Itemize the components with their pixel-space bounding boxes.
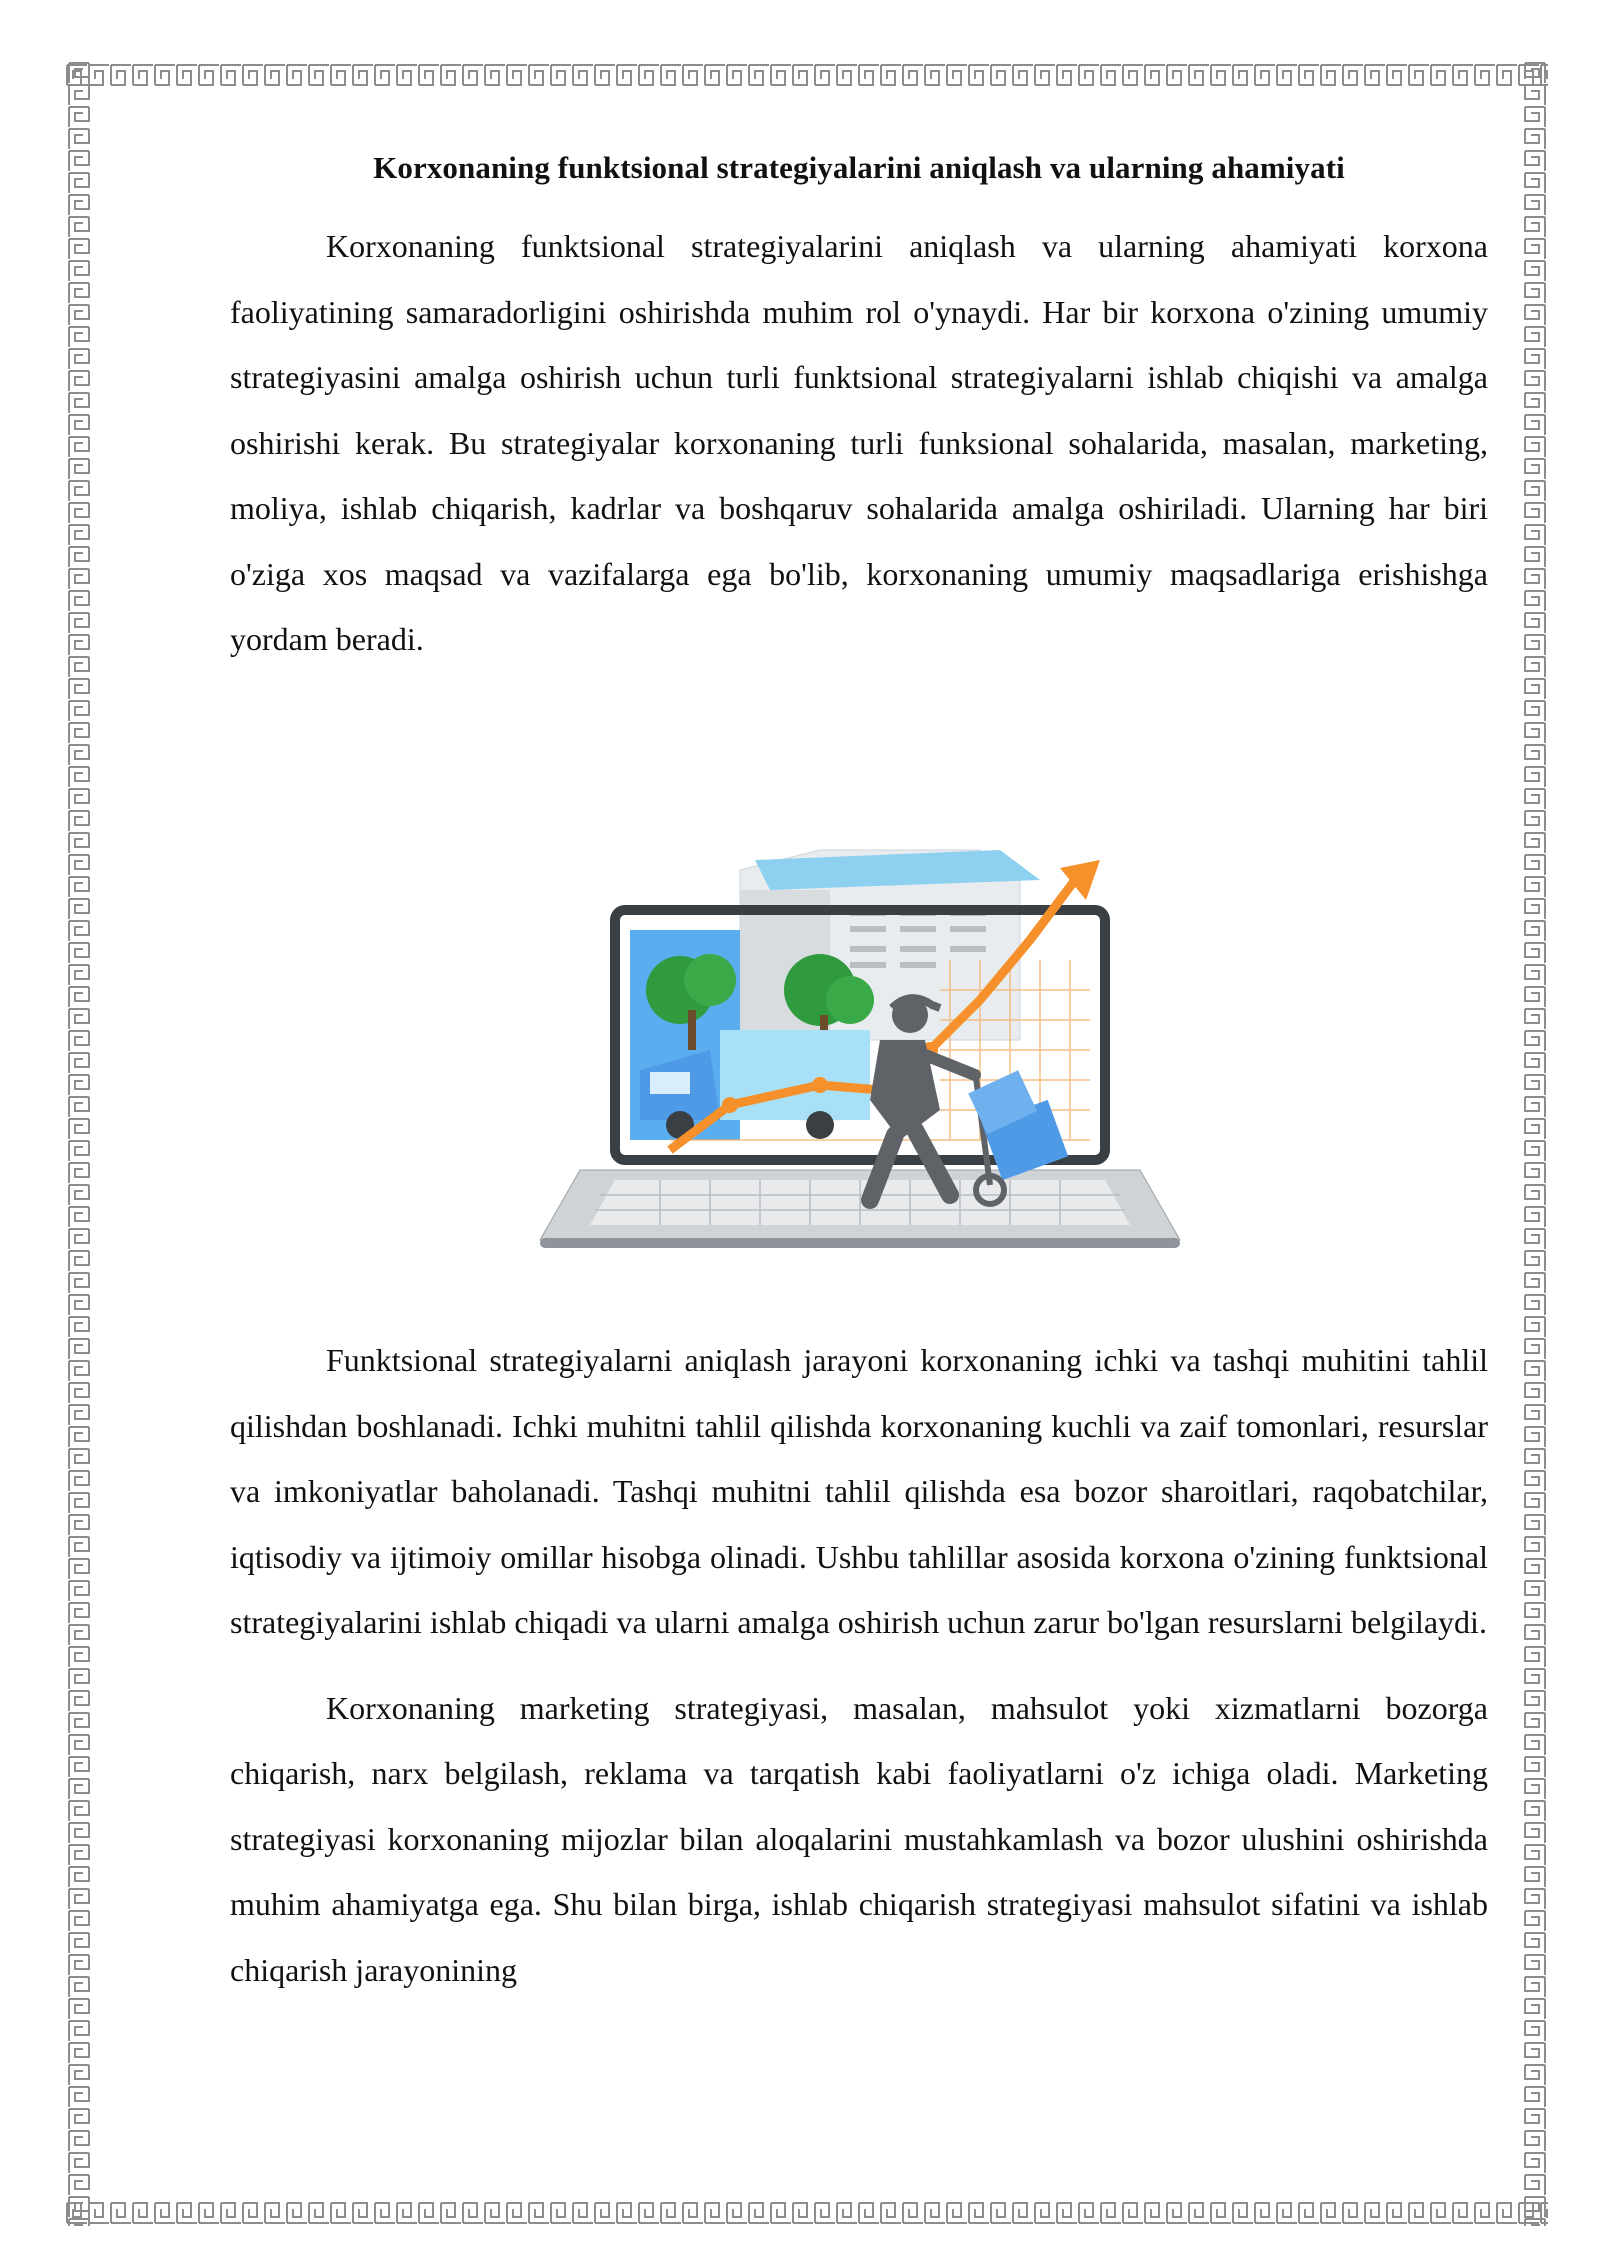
document-body-upper [230,150,1488,673]
paragraph-3: Korxonaning marketing strategiyasi, masalan, mahsulot yoki xizmatlarni bozorga chiqarish, narx belgilash, reklama va tarqatish kabi faoliyatlarni o'z ichiga oladi. Marketing strategiyasi korxonaning mijozlar bilan aloqalarini mustahkamlash va bozor ulushini oshirishda muhim ahamiyatga ega. Shu bilan birga, ishlab chiqarish strategiyasi mahsulot sifatini va ishlab chiqarish jarayonining [230,1689,1488,1988]
paragraph-1: Korxonaning funktsional strategiyalarini aniqlash va ularning ahamiyati korxona faoliyatining samaradorligini oshirishda muhim rol o'ynaydi. Har bir korxona o'zining umumiy strategiyasini amalga oshirish uchun turli funktsional strategiyalarni ishlab chiqishi va amalga oshirishi kerak. Bu strategiyalar korxonaning turli funksional sohalarida, masalan, marketing, moliya, ishlab chiqarish, kadrlar va boshqaruv sohalarida amalga oshiriladi. Ularning har biri o'ziga xos maqsad va vazifalarga ega bo'lib, korxonaning umumiy maqsadlariga erishishga yordam beradi. [230,228,1488,657]
logistics-laptop-illustration-icon [520,840,1200,1260]
border-bottom [66,2200,1548,2226]
document-body-lower [230,1328,1488,2003]
document-title: Korxonaning funktsional strategiyalarini aniqlash va ularning ahamiyati [373,150,1345,185]
logistics-illustration [520,840,1200,1260]
paragraph-2: Funktsional strategiyalarni aniqlash jarayoni korxonaning ichki va tashqi muhitini tahlil qilishdan boshlanadi. Ichki muhitni tahlil qilishda korxonaning kuchli va zaif tomonlari, resurslar va imkoniyatlar baholanadi. Tashqi muhitni tahlil qilishda esa bozor sharoitlari, raqobatchilar, iqtisodiy va ijtimoiy omillar hisobga olinadi. Ushbu tahlillar asosida korxona o'zining funktsional strategiyalarini ishlab chiqadi va ularni amalga oshirish uchun zarur bo'lgan resurslarni belgilaydi. [230,1342,1488,1640]
border-left [66,62,92,2226]
border-top [66,62,1548,88]
border-right [1522,62,1548,2226]
